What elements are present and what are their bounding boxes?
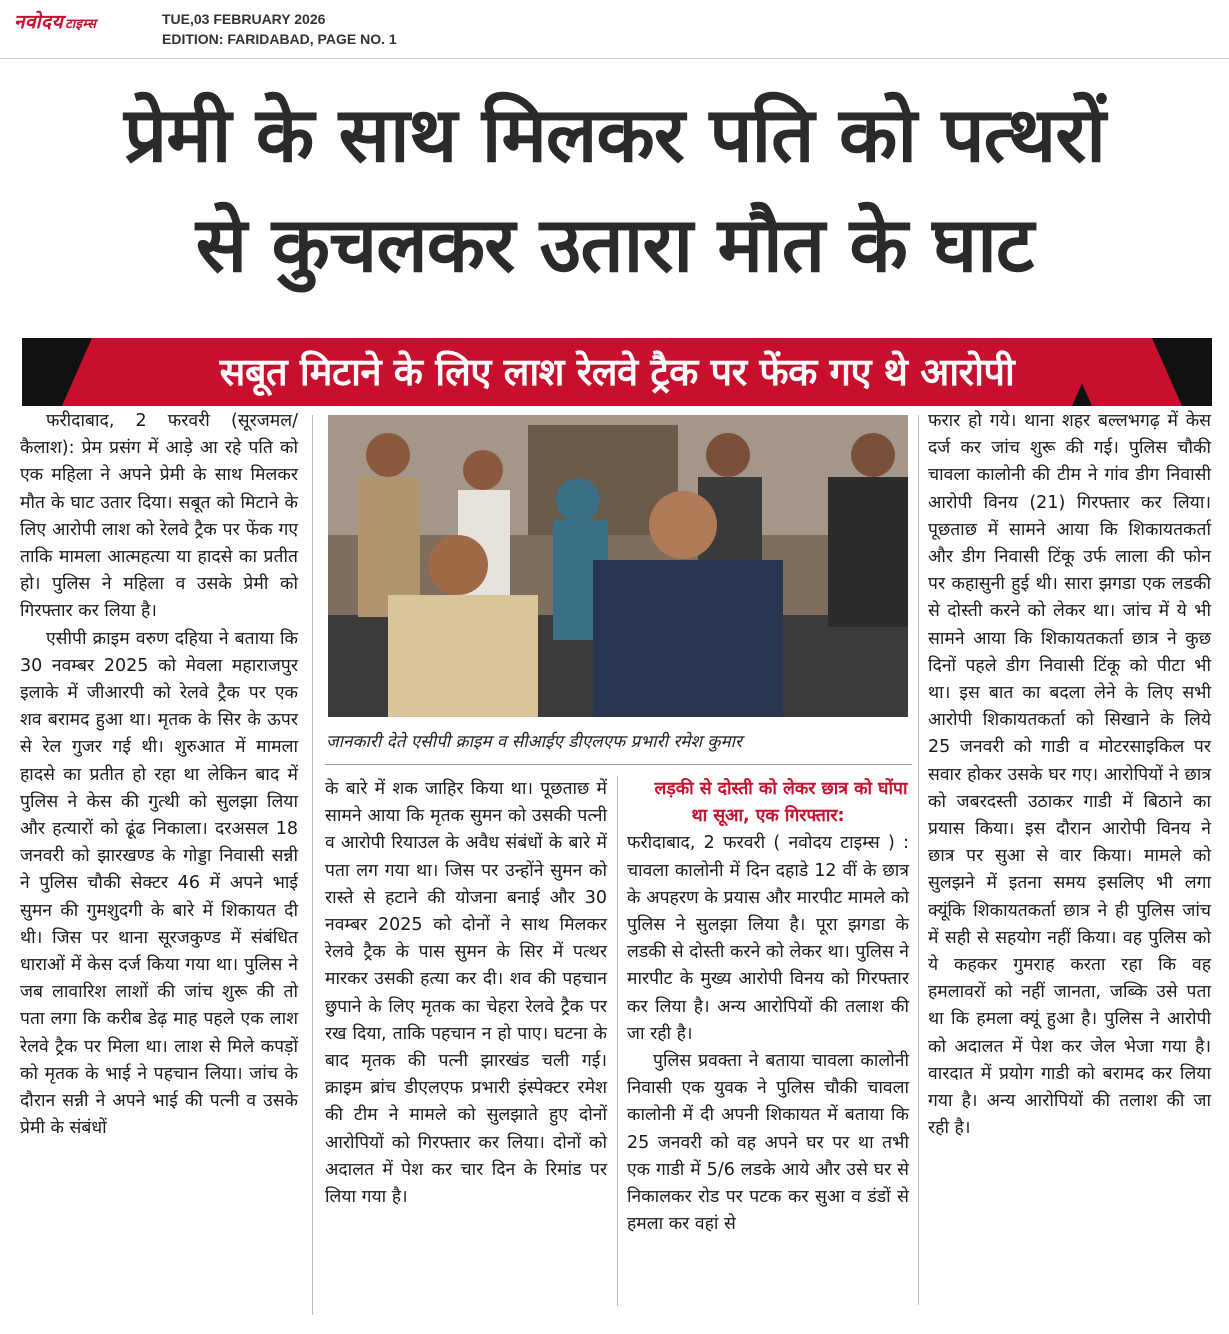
edition-info: EDITION: FARIDABAD, PAGE NO. 1 xyxy=(162,31,397,47)
column-divider xyxy=(918,415,919,1305)
col1-paragraph-1: फरीदाबाद, 2 फरवरी (सूरजमल/कैलाश): प्रेम प्रसंग में आड़े आ रहे पति को एक महिला ने अपने प्रेमी के साथ मिलकर मौत के घाट उतार दिया। सबूत को मिटाने के लिए आरोपी लाश को रेलवे ट्रैक पर फेंक गए ताकि मामला आत्महत्या या हादसे का प्रतीत हो। पुलिस ने महिला व उसके प्रेमी को गिरफ्तार कर लिया है। xyxy=(20,411,298,622)
col3-paragraph-2: पुलिस प्रवक्ता ने बताया चावला कालोनी निवासी एक युवक ने पुलिस चौकी चावला कालोनी में दी अपनी शिकायत में बताया कि 25 जनवरी को वह अपने घर पर था तभी एक गाडी में 5/6 लडके आये और उसे घर से निकालकर रोड पर पटक कर सुआ व डंडों से हमला कर वहां से xyxy=(627,1051,909,1235)
photo-caption: जानकारी देते एसीपी क्राइम व सीआईए डीएलएफ प्रभारी रमेश कुमार xyxy=(326,732,742,752)
article-column-3 xyxy=(627,776,909,1238)
headline-line-2: से कुचलकर उतारा मौत के घाट xyxy=(195,200,1034,289)
article-column-4 xyxy=(928,408,1211,1142)
column-divider xyxy=(312,415,313,1315)
headline-line-1: प्रेमी के साथ मिलकर पति को पत्थरों xyxy=(124,90,1105,179)
col3-paragraph-1: फरीदाबाद, 2 फरवरी ( नवोदय टाइम्स ) : चावला कालोनी में दिन दहाडे 12 वीं के छात्र के अपहरण के प्रयास और मारपीट मामले को पुलिस ने सुलझा लिया है। पूरा झगडा के लडकी से दोस्ती करने को लेकर था। पुलिस ने मारपीट के मुख्य आरोपी विनय को गिरफ्तार कर लिया है। अन्य आरोपियों की तलाश की जा रही है। xyxy=(627,833,909,1044)
col1-paragraph-2: एसीपी क्राइम वरुण दहिया ने बताया कि 30 नवम्बर 2025 को मेवला महाराजपुर इलाके में जीआरपी को रेलवे ट्रैक पर एक शव बरामद हुआ था। मृतक के सिर के ऊपर से रेल गुजर गई थी। शुरुआत में मामला हादसे का प्रतीत हो रहा था लेकिन बाद में पुलिस ने केस की गुत्थी को सुलझा लिया और हत्यारों को ढूंढ निकाला। दरअसल 18 जनवरी को झारखण्ड के गोड्डा निवासी सन्नी ने पुलिस चौकी सेक्टर 46 में अपने भाई सुमन की गुमशुदगी के बारे में शिकायत दी थी। जिस पर थाना सूरजकुण्ड में संबंधित धाराओं में केस दर्ज किया गया था। पुलिस ने जब लावारिश लाशों की जांच शुरू की तो पता लगा कि करीब डेढ़ माह पहले एक लाश रेलवे ट्रैक पर मिला था। लाश से मिले कपड़ों को मृतक के भाई ने पहचान लिया। जांच के दौरान सन्नी ने अपने भाई की पत्नी व उसके प्रेमी के संबंधों xyxy=(20,628,298,1139)
logo-subtext: टाइम्स xyxy=(65,17,97,32)
main-headline xyxy=(0,80,1229,300)
news-photo xyxy=(328,415,908,717)
article-column-2 xyxy=(325,776,607,1211)
newspaper-logo xyxy=(14,8,96,34)
masthead xyxy=(0,0,1229,59)
secondary-headline-text: लड़की से दोस्ती को लेकर छात्र को घोंपा था सूआ, एक गिरफ्तार: xyxy=(654,779,908,827)
subheadline-banner xyxy=(22,338,1212,406)
article-column-1 xyxy=(20,408,298,1142)
caption-rule xyxy=(325,764,912,765)
dateline xyxy=(162,9,397,49)
logo-text: नवोदय xyxy=(14,11,64,33)
edition-date: TUE,03 FEBRUARY 2026 xyxy=(162,11,326,27)
column-divider xyxy=(617,776,618,1306)
subheadline-text: सबूत मिटाने के लिए लाश रेलवे ट्रैक पर फेंक गए थे आरोपी xyxy=(219,350,1015,394)
col4-paragraph-1: फरार हो गये। थाना शहर बल्लभगढ़ में केस दर्ज कर जांच शुरू की गई। पुलिस चौकी चावला कालोनी की टीम ने गांव डीग निवासी आरोपी विनय (21) गिरफ्तार कर लिया। पूछताछ में सामने आया कि शिकायतकर्ता और डीग निवासी टिंकू उर्फ लाला की फोन पर कहासुनी हुई थी। सारा झगडा एक लडकी से दोस्ती करने को लेकर था। जांच में ये भी सामने आया कि शिकायतकर्ता छात्र ने कुछ दिनों पहले डीग निवासी टिंकू को पीटा भी था। इस बात का बदला लेने के लिए सभी आरोपी शिकायतकर्ता को सिखाने के लिये 25 जनवरी को गाडी व मोटरसाइकिल पर सवार होकर उसके घर गए। आरोपियों ने छात्र को जबरदस्ती उठाकर गाडी में बिठाने का प्रयास किया। इस दौरान आरोपी विनय ने छात्र पर सुआ से वार किया। मामले को सुलझने में इतना समय इसलिए भी लगा क्यूंकि शिकायतकर्ता छात्र ने ही पुलिस जांच में सही से सहयोग नहीं किया। वह पुलिस को ये कहकर गुमराह करता रहा कि वह हमलावरों को नहीं जानता, जब्कि उसे पता था कि हमला क्यूं हुआ है। पुलिस ने आरोपी को अदालत में पेश कर जेल भेजा गया है। वारदात में प्रयोग गाडी को बरामद कर लिया गया है। अन्य आरोपियों की तलाश की जा रही है। xyxy=(928,411,1211,1139)
press-conference-photo xyxy=(328,415,908,717)
secondary-story-headline xyxy=(627,776,909,830)
col2-paragraph-1: के बारे में शक जाहिर किया था। पूछताछ में सामने आया कि मृतक सुमन को उसकी पत्नी व आरोपी रियाउल के अवैध संबंधों के बारे में पता लग गया था। जिस पर उन्होंने सुमन को रास्ते से हटाने की योजना बनाई और 30 नवम्बर 2025 को दोनों ने साथ मिलकर रेलवे ट्रैक के पास सुमन के सिर में पत्थर मारकर उसकी हत्या कर दी। शव की पहचान छुपाने के लिए मृतक का चेहरा रेलवे ट्रैक पर रख दिया, ताकि पहचान न हो पाए। घटना के बाद मृतक की पत्नी झारखंड चली गई। क्राइम ब्रांच डीएलएफ प्रभारी इंस्पेक्टर रमेश की टीम ने मामले को सुलझाते हुए दोनों आरोपियों को गिरफ्तार कर लिया। दोनों को अदालत में पेश कर चार दिन के रिमांड पर लिया गया है। xyxy=(325,779,607,1208)
